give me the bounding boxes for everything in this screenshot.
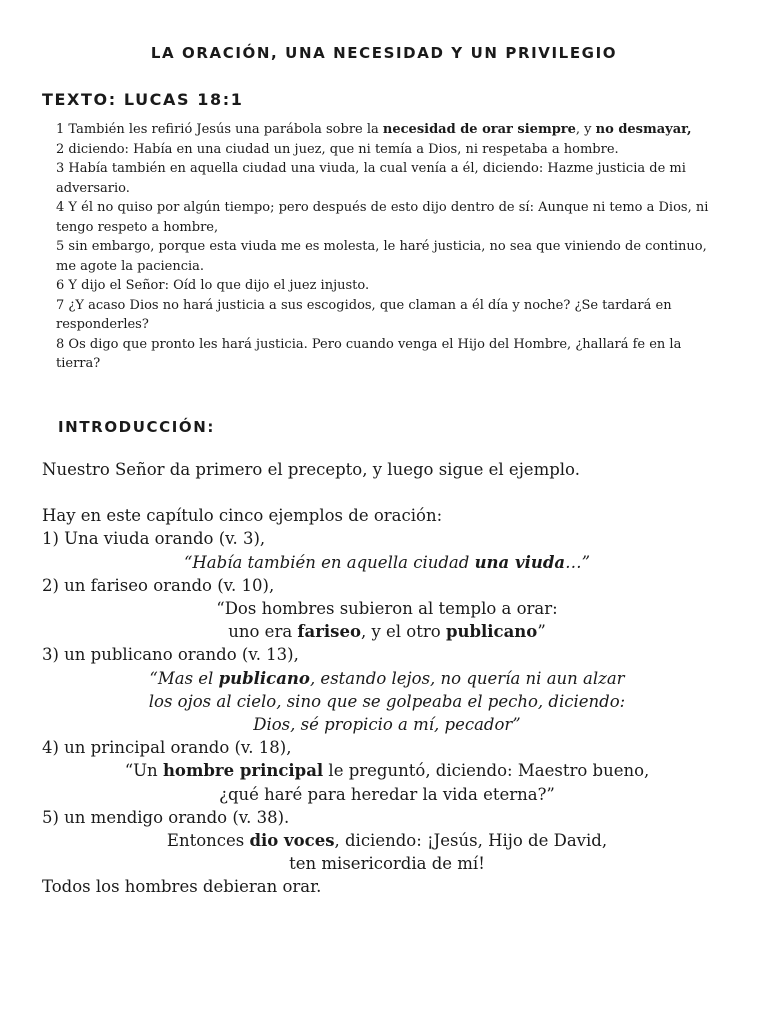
quote-2-line-2: uno era fariseo, y el otro publicano” [228,622,546,642]
quote-4-line-2: ¿qué haré para heredar la vida eterna?” [219,784,555,804]
quote-5-line-1: Entonces dio voces, diciendo: ¡Jesús, Hijo de David, [166,831,608,851]
verse-2: 2 diciendo: Había en una ciudad un juez, que ni temía a Dios, ni respetaba a hombre. [56,141,619,157]
example-4: 4) un principal orando (v. 18), [42,738,292,758]
scripture-passage [56,120,716,374]
verse-1: 1 También les refirió Jesús una parábola sobre la necesidad de orar siempre, y no desmayar, [56,122,692,137]
quote-3-line-3: Dios, sé propicio a mí, pecador” [253,715,521,735]
text-heading: TEXTO: LUCAS 18:1 [42,90,244,109]
quote-2-line-1: “Dos hombres subieron al templo a orar: [216,599,558,619]
quote-4-line-1: “Un hombre principal le preguntó, diciendo: Maestro bueno, [124,761,650,781]
example-5: 5) un mendigo orando (v. 38). [42,807,290,827]
example-1: 1) Una viuda orando (v. 3), [42,529,266,549]
intro-heading: INTRODUCCIÓN: [58,418,216,436]
example-2: 2) un fariseo orando (v. 10), [42,575,275,595]
verse-7: 7 ¿Y acaso Dios no hará justicia a sus escogidos, que claman a él día y noche? ¿Se tardará en responderles? [56,297,672,332]
intro-paragraph: Nuestro Señor da primero el precepto, y luego sigue el ejemplo. [42,460,580,479]
quote-5-line-2: ten misericordia de mí! [289,854,485,874]
page-title: LA ORACIÓN, UNA NECESIDAD Y UN PRIVILEGIO [150,44,618,62]
verse-3: 3 Había también en aquella ciudad una viuda, la cual venía a él, diciendo: Hazme justicia de mi adversario. [56,161,686,196]
examples-lead: Hay en este capítulo cinco ejemplos de oración: [42,506,443,526]
closing-line: Todos los hombres debieran orar. [42,877,322,897]
verse-6: 6 Y dijo el Señor: Oíd lo que dijo el juez injusto. [56,278,370,293]
quote-3-line-1: “Mas el publicano, estando lejos, no quería ni aun alzar [149,668,625,688]
quote-1: “Había también en aquella ciudad una viuda…” [183,552,591,572]
verse-4: 4 Y él no quiso por algún tiempo; pero después de esto dijo dentro de sí: Aunque ni temo a Dios, ni tengo respeto a hombre, [56,200,709,235]
verse-5: 5 sin embargo, porque esta viuda me es molesta, le haré justicia, no sea que viniendo de continuo, me agote la paciencia. [56,239,707,274]
verse-8: 8 Os digo que pronto les hará justicia. Pero cuando venga el Hijo del Hombre, ¿hallará fe en la tierra? [56,336,682,371]
quote-3-line-2: los ojos al cielo, sino que se golpeaba el pecho, diciendo: [148,691,626,711]
example-3: 3) un publicano orando (v. 13), [42,645,299,665]
intro-body [42,458,732,899]
